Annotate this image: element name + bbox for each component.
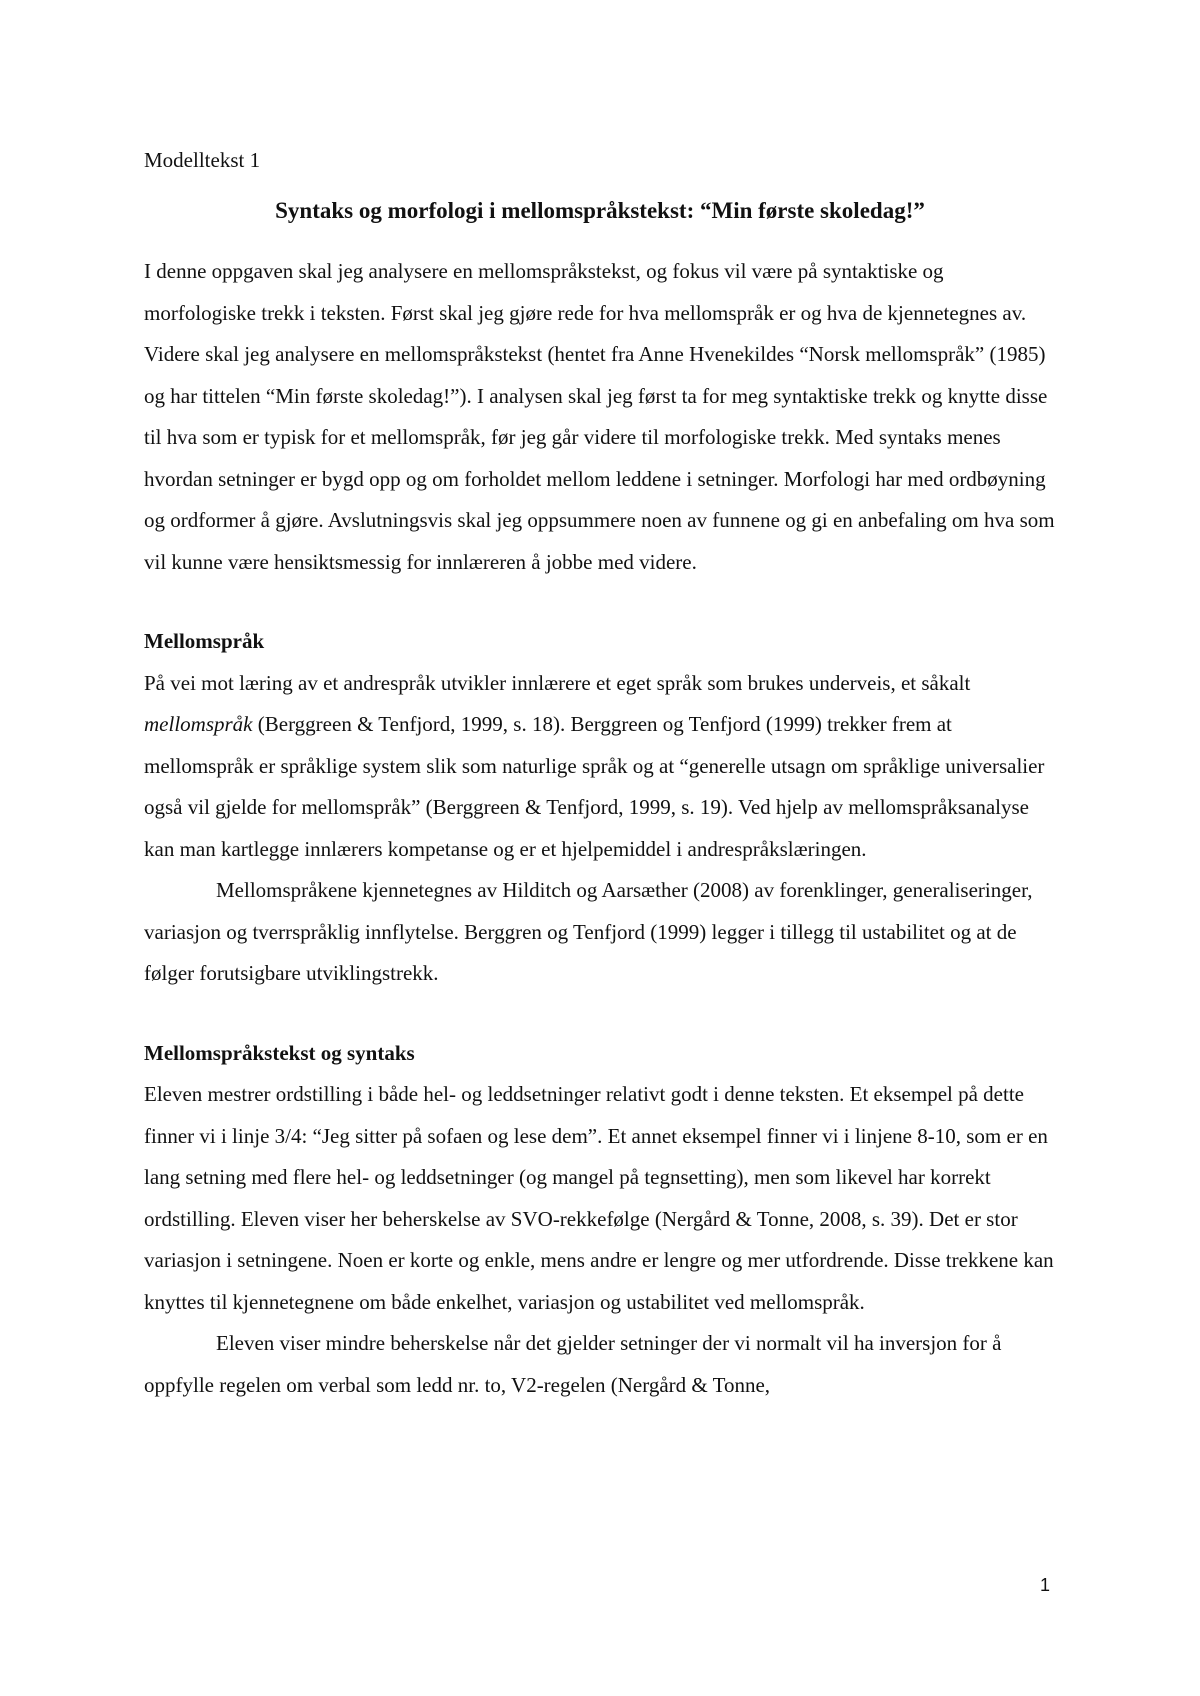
section-heading-mellomsprak: Mellomspråk [144,629,265,653]
section1-paragraph-2: Mellomspråkene kjennetegnes av Hilditch og Aarsæther (2008) av forenklinger, generaliseringer, variasjon og tverrspråklig innflytelse. Berggren og Tenfjord (1999) legger i tillegg til ustabilitet og at de følger forutsigbare utviklingstrekk. [144,878,1033,985]
document-label: Modelltekst 1 [144,148,261,172]
section2-paragraph-1: Eleven mestrer ordstilling i både hel- og leddsetninger relativt godt i denne teksten. Et eksempel på dette finner vi i linje 3/4: “Jeg sitter på sofaen og lese dem”. Et annet eksempel finner vi i linjene 8-10, som er en lang setning med flere hel- og leddsetninger (og mangel på tegnsetting), men som likevel har korrekt ordstilling. Eleven viser her beherskelse av SVO-rekkefølge (Nergård & Tonne, 2008, s. 39). Det er stor variasjon i setningene. Noen er korte og enkle, mens andre er lengre og mer utfordrende. Disse trekkene kan knyttes til kjennetegnene om både enkelhet, variasjon og ustabilitet ved mellomspråk. [144,1082,1054,1314]
document-title: Syntaks og morfologi i mellomspråkstekst: “Min første skoledag!” [275,197,925,223]
document-body [144,140,1056,1406]
section-heading-syntaks: Mellomspråkstekst og syntaks [144,1040,415,1065]
section1-paragraph-1 [144,663,1056,871]
section1-p1-text-before: På vei mot læring av et andrespråk utvikler innlærere et eget språk som brukes underveis, et såkalt [144,670,971,695]
page-number: 1 [1040,1575,1051,1595]
intro-paragraph: I denne oppgaven skal jeg analysere en mellomspråkstekst, og fokus vil være på syntaktiske og morfologiske trekk i teksten. Først skal jeg gjøre rede for hva mellomspråk er og hva de kjennetegnes av. Videre skal jeg analysere en mellomspråkstekst (hentet fra Anne Hvenekildes “Norsk mellomspråk” (1985) og har tittelen “Min første skoledag!”). I analysen skal jeg først ta for meg syntaktiske trekk og knytte disse til hva som er typisk for et mellomspråk, før jeg går videre til morfologiske trekk. Med syntaks menes hvordan setninger er bygd opp og om forholdet mellom leddene i setninger. Morfologi har med ordbøyning og ordformer å gjøre. Avslutningsvis skal jeg oppsummere noen av funnene og gi en anbefaling om hva som vil kunne være hensiktsmessig for innlæreren å jobbe med videre. [144,259,1055,574]
section1-p1-italic-term: mellomspråk [144,712,253,736]
section1-p1-text-after: (Berggreen & Tenfjord, 1999, s. 18). Berggreen og Tenfjord (1999) trekker frem at mellomspråk er språklige system slik som naturlige språk og at “generelle utsagn om språklige universalier også vil gjelde for mellomspråk” (Berggreen & Tenfjord, 1999, s. 19). Ved hjelp av mellomspråksanalyse kan man kartlegge innlærers kompetanse og er et hjelpemiddel i andrespråkslæringen. [144,712,1045,861]
section2-paragraph-2: Eleven viser mindre beherskelse når det gjelder setninger der vi normalt vil ha inversjon for å oppfylle regelen om verbal som ledd nr. to, V2-regelen (Nergård & Tonne, [144,1331,1002,1397]
